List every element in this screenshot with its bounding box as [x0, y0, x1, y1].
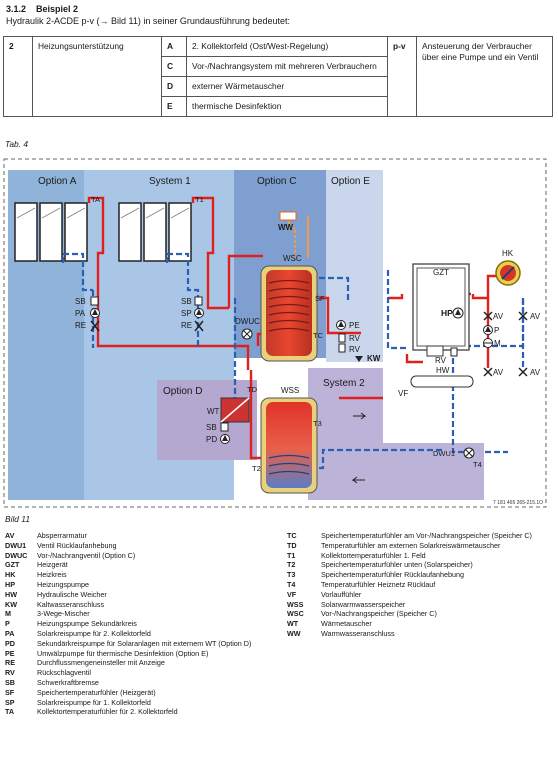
- table-cell-text: Vor-/Nachrangsystem mit mehreren Verbrauchern: [187, 57, 388, 77]
- legend-item: [5, 707, 273, 717]
- figure-reference: 7 181 465 265-215.1O: [493, 500, 544, 506]
- label-sp: SP: [181, 309, 192, 318]
- legend-value: Vor-/Nachrangspeicher (Speicher C): [321, 609, 437, 619]
- label-td: TD: [247, 385, 257, 394]
- label-m: M: [494, 339, 501, 348]
- legend-item: [287, 619, 553, 629]
- label-vf: VF: [398, 389, 409, 398]
- legend-value: Rückschlagventil: [37, 668, 91, 678]
- label-t2: T2: [252, 464, 261, 473]
- legend-key: RV: [5, 668, 15, 678]
- zone-label-option-d: Option D: [163, 386, 203, 397]
- section-header: [6, 3, 290, 27]
- legend-item: [5, 678, 273, 688]
- collector-field-a: [15, 203, 87, 261]
- legend-value: Kollektortemperaturfühler 1. Feld: [321, 550, 426, 560]
- check-valve-e2: [339, 344, 345, 352]
- label-hk: HK: [502, 249, 514, 258]
- legend-value: Vorlauffühler: [321, 589, 362, 599]
- legend-key: WSS: [287, 599, 304, 609]
- legend-left: [5, 531, 273, 717]
- label-re-1: RE: [181, 321, 193, 330]
- legend-key: T2: [287, 560, 296, 570]
- legend-item: [287, 600, 553, 610]
- shutoff-valve-av2: [484, 368, 492, 376]
- legend-item: [5, 560, 273, 570]
- label-rv-e2: RV: [349, 345, 360, 354]
- figure-caption: Bild 11: [5, 514, 30, 524]
- legend-value: Schwerkraftbremse: [37, 677, 99, 687]
- legend-key: HP: [5, 579, 15, 589]
- table-cell-variant: p-v: [388, 37, 417, 117]
- gravity-brake-d: [221, 423, 228, 431]
- legend-item: [5, 619, 273, 629]
- legend-key: RE: [5, 658, 15, 668]
- legend-item: [5, 668, 273, 678]
- legend-value: Sekundärkreispumpe für Solaranlagen mit externem WT (Option D): [37, 638, 252, 648]
- label-av-1: AV: [493, 312, 504, 321]
- table-cell-code: C: [162, 57, 187, 77]
- legend-item: [5, 541, 273, 551]
- legend-key: PE: [5, 648, 15, 658]
- legend-key: PA: [5, 628, 15, 638]
- legend-value: Temperaturfühler Heiznetz Rücklauf: [321, 579, 436, 589]
- legend-item: [287, 590, 553, 600]
- legend-item: [287, 560, 553, 570]
- storage-tank-s: [261, 398, 317, 493]
- legend-key: WSC: [287, 609, 304, 619]
- legend-key: TD: [287, 540, 297, 550]
- gzt-base: [427, 346, 443, 356]
- hydraulic-separator: [411, 376, 473, 387]
- legend-value: Speichertemperaturfühler (Heizgerät): [37, 687, 156, 697]
- table-cell-code: E: [162, 97, 187, 117]
- shutoff-valve-av4: [519, 368, 527, 376]
- label-wsc: WSC: [283, 254, 302, 263]
- legend-item: [287, 531, 553, 541]
- table-cell-function: Heizungsunterstützung: [33, 37, 162, 117]
- legend-value: 3-Wege-Mischer: [37, 609, 90, 619]
- label-av-4: AV: [530, 368, 541, 377]
- legend-value: Durchflussmengeneinsteller mit Anzeige: [37, 658, 165, 668]
- label-hw: HW: [436, 366, 450, 375]
- legend-key: WT: [287, 619, 299, 629]
- legend-key: SB: [5, 677, 15, 687]
- legend-item: [5, 639, 273, 649]
- label-t1: T1: [195, 195, 204, 204]
- legend-item: [5, 658, 273, 668]
- label-rv-e1: RV: [349, 334, 360, 343]
- legend-key: GZT: [5, 560, 20, 570]
- table-cell-number: 2: [4, 37, 33, 117]
- legend-key: P: [5, 619, 10, 629]
- label-t4: T4: [473, 460, 482, 469]
- section-title: Beispiel 2: [36, 4, 79, 14]
- legend-item: [287, 580, 553, 590]
- table-caption: Tab. 4: [5, 139, 28, 149]
- ww-connector: [280, 212, 296, 220]
- legend-item: [5, 609, 273, 619]
- legend-item: [5, 590, 273, 600]
- label-dwu1: DWU1: [433, 449, 456, 458]
- label-ww: WW: [278, 223, 294, 232]
- legend-item: [5, 580, 273, 590]
- label-p: P: [494, 326, 500, 335]
- label-pd: PD: [206, 435, 218, 444]
- label-re-a: RE: [75, 321, 87, 330]
- legend-right: [287, 531, 553, 639]
- label-wt: WT: [207, 407, 220, 416]
- gravity-brake-a: [91, 297, 98, 305]
- section-subtitle: Hydraulik 2-ACDE p-v (→ Bild 11) in seiner Grundausführung bedeutet:: [6, 16, 290, 26]
- label-kw: KW: [367, 354, 381, 363]
- table-cell-code: A: [162, 37, 187, 57]
- legend-key: HK: [5, 570, 16, 580]
- hydraulic-diagram: [3, 158, 549, 510]
- storage-tank-c: [261, 266, 317, 361]
- label-av-2: AV: [493, 368, 504, 377]
- legend-key: TA: [5, 707, 15, 717]
- legend-key: WW: [287, 628, 301, 638]
- legend-value: Heizungspumpe: [37, 579, 89, 589]
- legend-item: [5, 649, 273, 659]
- legend-key: T3: [287, 570, 296, 580]
- label-gzt: GZT: [433, 268, 449, 277]
- option-table: [3, 36, 553, 117]
- legend-key: AV: [5, 531, 15, 540]
- label-sf: SF: [315, 294, 325, 303]
- legend-item: [287, 570, 553, 580]
- zone-label-system-2: System 2: [323, 378, 365, 389]
- legend-key: DWUC: [5, 550, 28, 560]
- legend-item: [5, 570, 273, 580]
- legend-item: [287, 629, 553, 639]
- legend-key: TC: [287, 531, 297, 540]
- legend-item: [5, 531, 273, 541]
- gravity-brake-1: [195, 297, 202, 305]
- zone-label-option-a: Option A: [38, 176, 77, 187]
- legend-value: Speichertemperaturfühler unten (Solarspeicher): [321, 560, 473, 570]
- legend-value: Solarkreispumpe für 1. Kollektorfeld: [37, 697, 151, 707]
- label-sb-1: SB: [181, 297, 192, 306]
- label-av-3: AV: [530, 312, 541, 321]
- legend-key: HW: [5, 589, 17, 599]
- legend-value: Warmwasseranschluss: [321, 628, 395, 638]
- legend-value: Hydraulische Weicher: [37, 589, 107, 599]
- label-sb-a: SB: [75, 297, 86, 306]
- legend-value: Solarwarmwasserspeicher: [321, 599, 406, 609]
- legend-value: Heizgerät: [37, 560, 68, 570]
- legend-item: [5, 551, 273, 561]
- legend-item: [5, 698, 273, 708]
- label-ta: TA: [91, 195, 101, 204]
- zone-label-option-c: Option C: [257, 176, 297, 187]
- legend-key: SF: [5, 687, 15, 697]
- label-dwuc: DWUC: [235, 317, 260, 326]
- label-pe: PE: [349, 321, 360, 330]
- legend-value: Umwälzpumpe für thermische Desinfektion (Option E): [37, 648, 209, 658]
- label-wss: WSS: [281, 386, 300, 395]
- zone-label-option-e: Option E: [331, 176, 370, 187]
- table-cell-description: Ansteuerung der Verbraucher über eine Pumpe und ein Ventil: [417, 37, 553, 117]
- legend-value: Ventil Rücklaufanhebung: [37, 540, 117, 550]
- legend-item: [287, 541, 553, 551]
- label-sb-d: SB: [206, 423, 217, 432]
- table-cell-text: 2. Kollektorfeld (Ost/West-Regelung): [187, 37, 388, 57]
- check-valve-e1: [339, 334, 345, 342]
- legend-value: Vor-/Nachrangventil (Option C): [37, 550, 136, 560]
- legend-item: [287, 609, 553, 619]
- section-number: 3.1.2: [6, 4, 27, 14]
- legend-key: T4: [287, 579, 296, 589]
- label-rv-gzt: RV: [435, 356, 446, 365]
- legend-value: Speichertemperaturfühler am Vor-/Nachrangspeicher (Speicher C): [321, 531, 532, 540]
- table-cell-text: thermische Desinfektion: [187, 97, 388, 117]
- legend-value: Heizungspumpe Sekundärkreis: [37, 619, 137, 629]
- legend-value: Kollektortemperaturfühler für 2. Kollektorfeld: [37, 707, 178, 717]
- legend-item: [5, 688, 273, 698]
- legend-value: Speichertemperaturfühler Rücklaufanhebung: [321, 570, 465, 580]
- legend-value: Temperaturfühler am externen Solarkreiswärmetauscher: [321, 540, 501, 550]
- legend-key: PD: [5, 638, 15, 648]
- label-pa: PA: [75, 309, 86, 318]
- legend-value: Kaltwasseranschluss: [37, 599, 105, 609]
- check-valve-gzt: [451, 348, 457, 356]
- legend-key: DWU1: [5, 540, 27, 550]
- table-cell-text: externer Wärmetauscher: [187, 77, 388, 97]
- legend-key: T1: [287, 550, 296, 560]
- legend-key: SP: [5, 697, 15, 707]
- legend-item: [5, 600, 273, 610]
- legend-item: [5, 629, 273, 639]
- legend-key: M: [5, 609, 11, 619]
- collector-field-1: [119, 203, 191, 261]
- legend-value: Solarkreispumpe für 2. Kollektorfeld: [37, 628, 151, 638]
- legend-value: Heizkreis: [37, 570, 67, 580]
- legend-key: VF: [287, 589, 297, 599]
- label-hp: HP: [441, 308, 453, 318]
- label-tc: TC: [313, 331, 323, 340]
- legend-value: Wärmetauscher: [321, 619, 372, 629]
- legend-value: Absperrarmatur: [37, 531, 87, 540]
- legend-key: KW: [5, 599, 17, 609]
- label-t3: T3: [313, 419, 322, 428]
- zone-label-system-1: System 1: [149, 176, 191, 187]
- table-cell-code: D: [162, 77, 187, 97]
- legend-item: [287, 551, 553, 561]
